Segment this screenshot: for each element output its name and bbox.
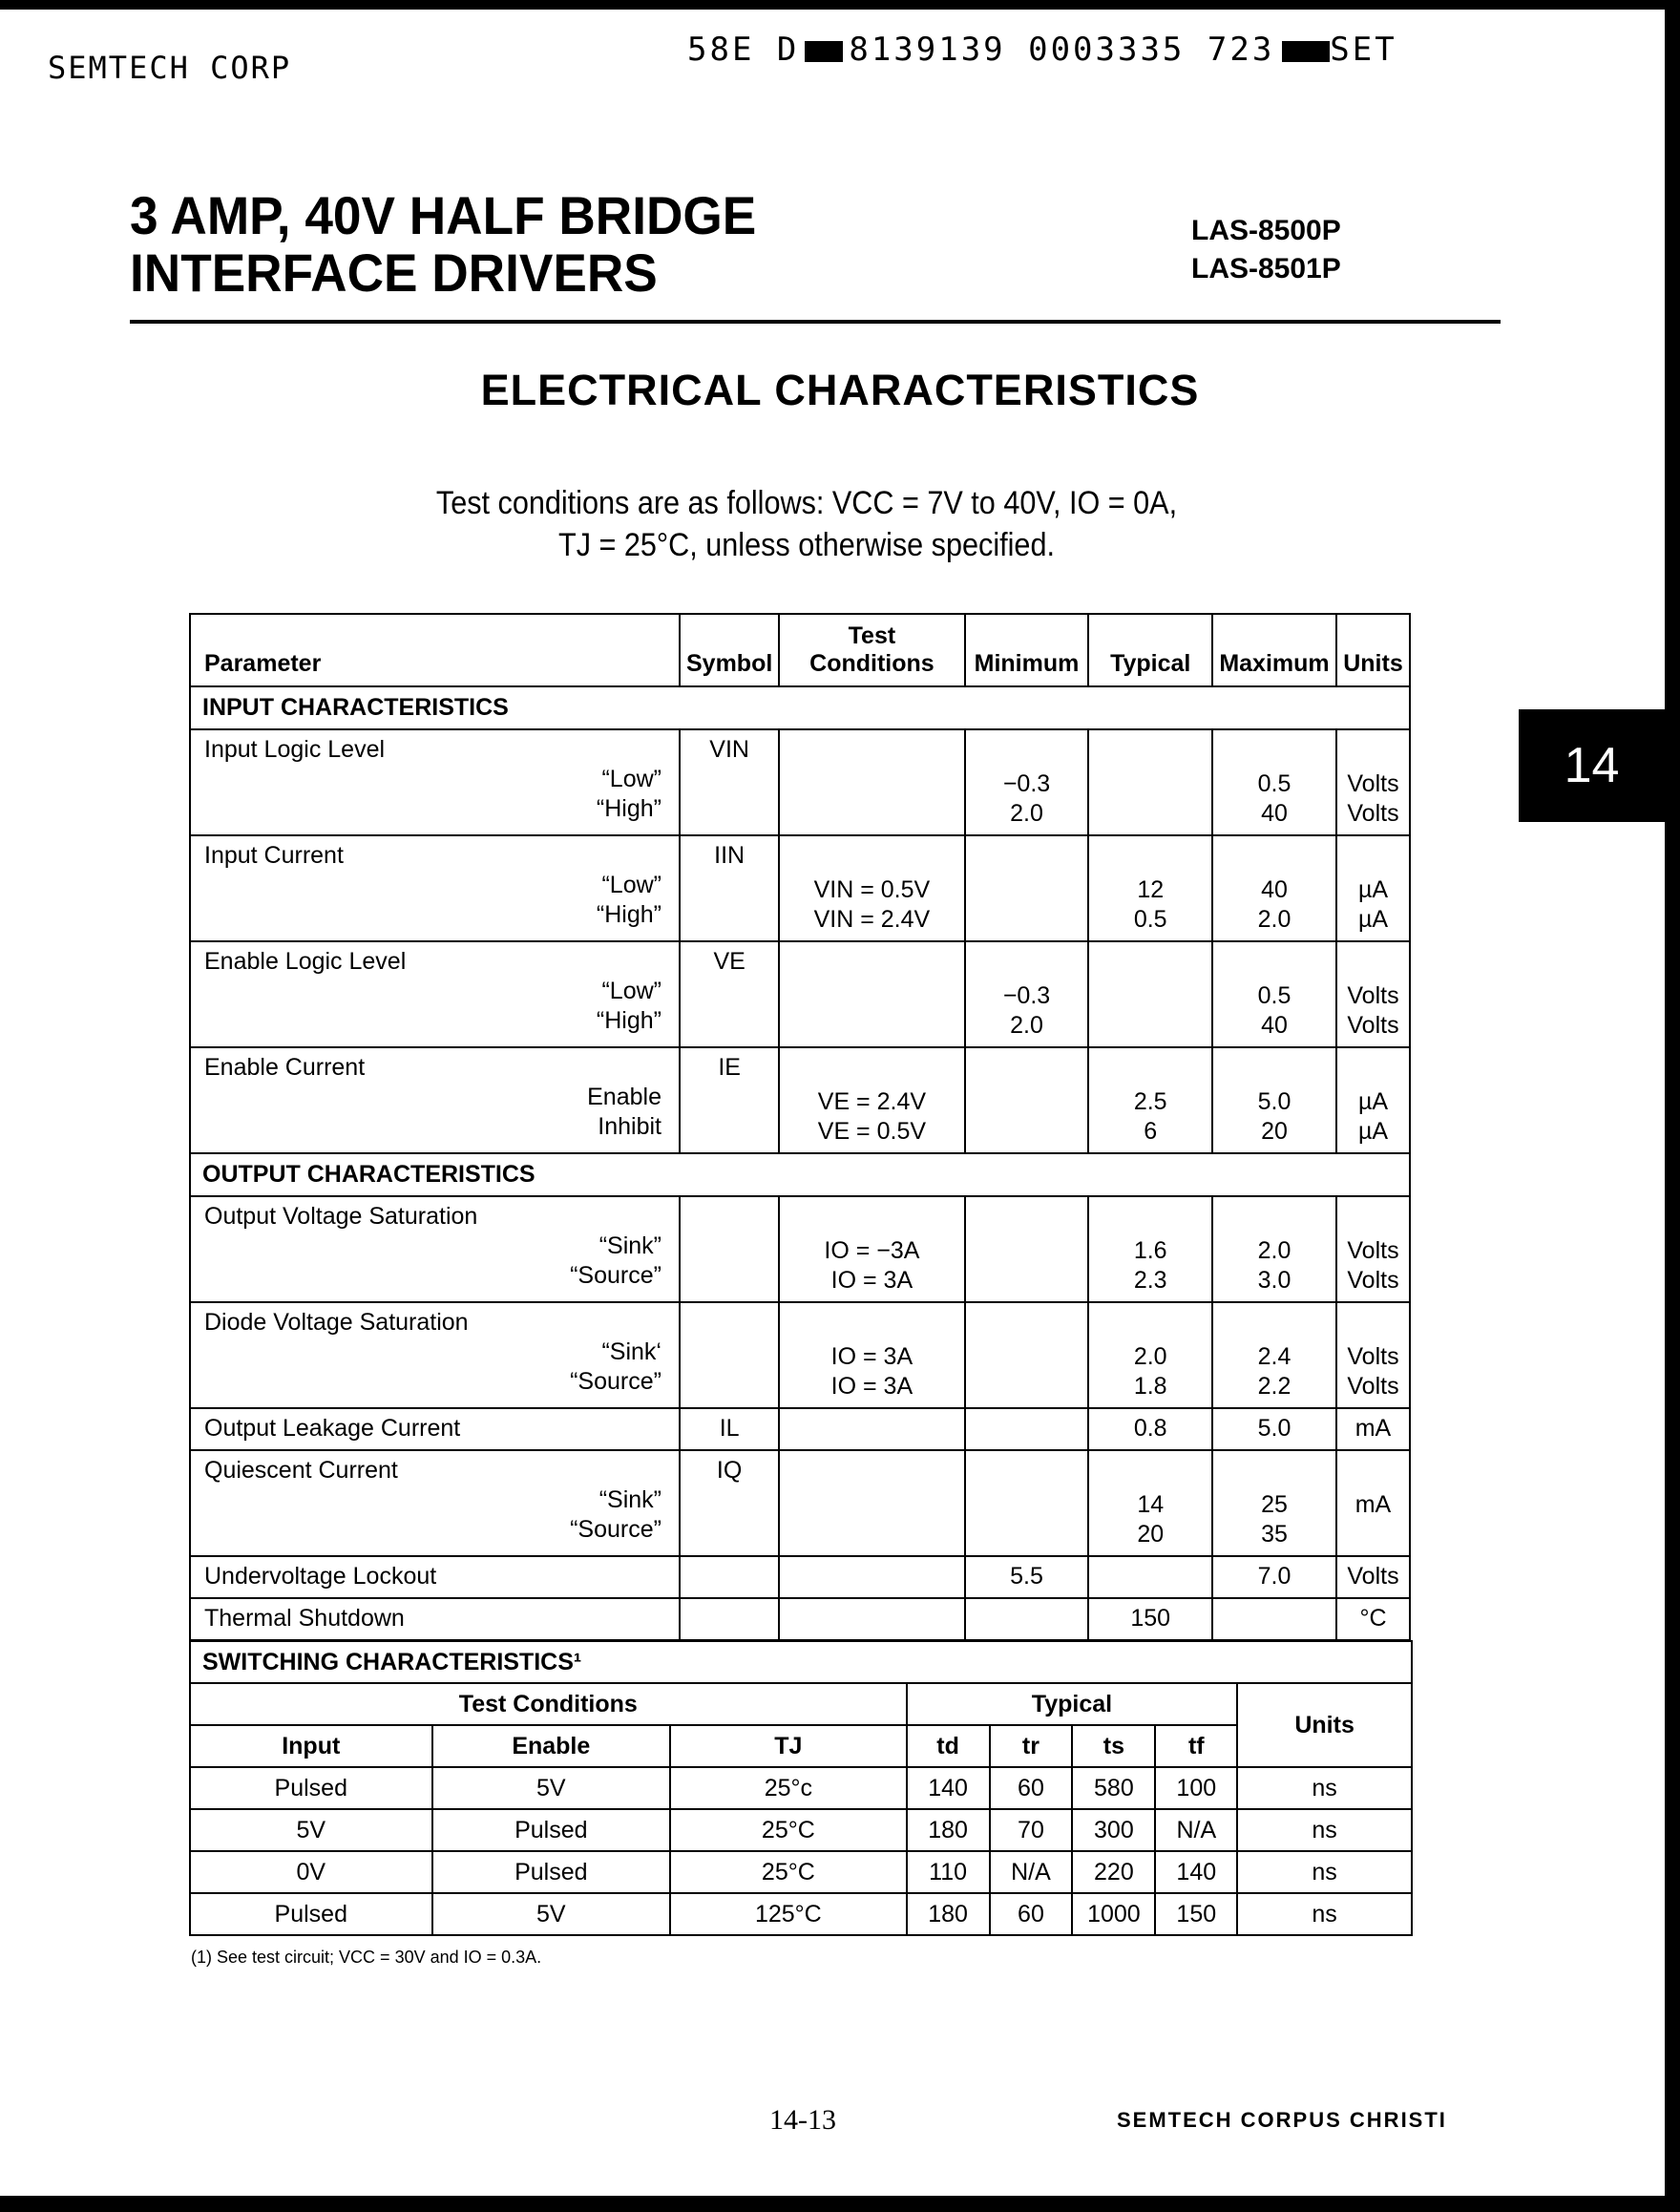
switching-body [190, 1767, 1412, 1935]
parameter-sub-label: Enable Inhibit [587, 1084, 662, 1140]
cell-maximum-value: 25 35 [1261, 1491, 1288, 1548]
cell-units-value: °C [1359, 1605, 1387, 1632]
cell-minimum [965, 1598, 1089, 1640]
cell-maximum [1212, 1047, 1336, 1153]
cell-units-value: mA [1354, 1415, 1392, 1442]
cell-test-conditions-value: IO = 3A IO = 3A [830, 1343, 914, 1400]
cell-typical-value [1095, 947, 1206, 981]
cell-maximum [1212, 1450, 1336, 1556]
cell-units-value: µA µA [1357, 1088, 1389, 1145]
cell-test-conditions [779, 1598, 964, 1640]
cell-typical-value: 0.8 [1133, 1415, 1167, 1442]
cell-maximum-value: 40 2.0 [1257, 876, 1292, 933]
cell-tr: 60 [990, 1893, 1073, 1935]
section-tab: 14 [1519, 709, 1665, 822]
scan-border-top [0, 0, 1680, 10]
cell-minimum [965, 729, 1089, 835]
header-minimum: Minimum [965, 614, 1089, 686]
cell-symbol [680, 941, 779, 1047]
switching-row [190, 1767, 1412, 1809]
part-number-1: LAS-8500P [1191, 215, 1341, 246]
cell-enable: Pulsed [432, 1851, 671, 1893]
cell-enable: 5V [432, 1893, 671, 1935]
symbol-value: VIN [709, 736, 749, 763]
cell-maximum [1212, 1408, 1336, 1450]
cell-test-conditions [779, 1556, 964, 1598]
table-row [190, 835, 1410, 941]
table-row [190, 1450, 1410, 1556]
cell-maximum [1212, 1196, 1336, 1302]
header-code-b: 8139139 0003335 723 [849, 31, 1275, 69]
header-code-a: 58E D [687, 31, 800, 69]
test-conditions [81, 482, 1533, 566]
cell-typical [1088, 1302, 1212, 1408]
cell-tf: N/A [1155, 1809, 1237, 1851]
cell-td: 140 [907, 1767, 990, 1809]
cell-units-value: Volts [1347, 1563, 1399, 1590]
cell-units [1336, 1196, 1410, 1302]
cell-typical [1088, 1598, 1212, 1640]
footer-company: SEMTECH CORPUS CHRISTI [1117, 2108, 1447, 2132]
parameter-sub-label: “Sink” “Source” [570, 1486, 662, 1543]
section-input: INPUT CHARACTERISTICS [190, 686, 1410, 729]
cell-input: Pulsed [190, 1893, 432, 1935]
switching-row [190, 1893, 1412, 1935]
cell-minimum-value [972, 1308, 1082, 1342]
cell-units-value: mA [1354, 1491, 1392, 1518]
cell-symbol [680, 1598, 779, 1640]
cell-test-conditions [779, 835, 964, 941]
cell-tr: N/A [990, 1851, 1073, 1893]
cell-typical [1088, 835, 1212, 941]
cell-minimum [965, 1556, 1089, 1598]
cell-maximum [1212, 941, 1336, 1047]
switching-section-row [190, 1641, 1412, 1683]
table-body [190, 686, 1410, 1640]
cell-test-conditions [779, 1196, 964, 1302]
cell-units-value: Volts Volts [1347, 1343, 1399, 1400]
cell-test-conditions-value [786, 1456, 957, 1490]
cell-test-conditions [779, 1047, 964, 1153]
cell-tf: 150 [1155, 1893, 1237, 1935]
cell-typical-value: 2.5 6 [1133, 1088, 1167, 1145]
conditions-line-1: Test conditions are as follows: VCC = 7V to 40V, IO = 0A, [435, 485, 1178, 521]
col-tf: tf [1155, 1725, 1237, 1767]
cell-td: 180 [907, 1809, 990, 1851]
cell-symbol [680, 1047, 779, 1153]
cell-units: ns [1237, 1893, 1412, 1935]
electrical-characteristics-table [189, 613, 1411, 1641]
cell-minimum-value [972, 1456, 1082, 1490]
cell-typical [1088, 1450, 1212, 1556]
cell-test-conditions [779, 1408, 964, 1450]
cell-test-conditions-value [786, 947, 957, 981]
parameter-sub-label: “Low” “High” [596, 978, 662, 1034]
cell-units-value: Volts Volts [1347, 770, 1399, 827]
cell-maximum-value: 2.4 2.2 [1257, 1343, 1292, 1400]
section-switching: SWITCHING CHARACTERISTICS¹ [190, 1641, 1412, 1683]
parameter-sub-label: “Sink” “Source” [570, 1232, 662, 1289]
parameter-label: Quiescent Current [204, 1457, 398, 1484]
cell-units [1336, 1047, 1410, 1153]
cell-typical [1088, 1196, 1212, 1302]
cell-parameter [190, 1047, 680, 1153]
cell-maximum-value: 0.5 40 [1257, 982, 1292, 1039]
cell-units: ns [1237, 1767, 1412, 1809]
parameter-label: Diode Voltage Saturation [204, 1309, 469, 1336]
symbol-value: IE [718, 1054, 741, 1081]
cell-maximum-value: 5.0 [1257, 1415, 1292, 1442]
cell-ts: 220 [1072, 1851, 1155, 1893]
parameter-label: Output Leakage Current [204, 1415, 461, 1442]
cell-minimum-value: −0.3 2.0 [1002, 770, 1051, 827]
cell-test-conditions-value: VIN = 0.5V VIN = 2.4V [813, 876, 931, 933]
cell-test-conditions-value [786, 735, 957, 769]
part-numbers [1191, 212, 1341, 288]
cell-maximum-value: 0.5 40 [1257, 770, 1292, 827]
header-parameter: Parameter [190, 614, 680, 686]
group-typical: Typical [907, 1683, 1238, 1725]
cell-units [1336, 1302, 1410, 1408]
cell-minimum [965, 1450, 1089, 1556]
col-tj: TJ [670, 1725, 907, 1767]
cell-symbol [680, 1408, 779, 1450]
cell-maximum-value: 7.0 [1257, 1563, 1292, 1590]
cell-parameter [190, 941, 680, 1047]
cell-maximum [1212, 1302, 1336, 1408]
title-rule [130, 320, 1501, 324]
cell-td: 180 [907, 1893, 990, 1935]
switching-header-row [190, 1725, 1412, 1767]
cell-units [1336, 941, 1410, 1047]
cell-parameter [190, 835, 680, 941]
cell-ts: 580 [1072, 1767, 1155, 1809]
symbol-value: VE [713, 948, 746, 975]
table-row [190, 729, 1410, 835]
cell-parameter [190, 1556, 680, 1598]
cell-minimum-value: −0.3 2.0 [1002, 982, 1051, 1039]
cell-typical-value: 1.6 2.3 [1133, 1237, 1167, 1294]
cell-units-value: µA µA [1357, 876, 1389, 933]
cell-input: Pulsed [190, 1767, 432, 1809]
cell-tf: 140 [1155, 1851, 1237, 1893]
switching-table [189, 1640, 1413, 1936]
cell-test-conditions-value: VE = 2.4V VE = 0.5V [817, 1088, 927, 1145]
switching-row [190, 1809, 1412, 1851]
parameter-sub-label: “Sink‘ “Source” [570, 1338, 662, 1395]
cell-tr: 70 [990, 1809, 1073, 1851]
parameter-label: Thermal Shutdown [204, 1605, 405, 1632]
redaction-block [805, 41, 843, 62]
header-symbol: Symbol [680, 614, 779, 686]
cell-enable: 5V [432, 1767, 671, 1809]
scan-border-right [1665, 0, 1680, 2212]
cell-minimum [965, 1302, 1089, 1408]
cell-units [1336, 835, 1410, 941]
cell-symbol [680, 729, 779, 835]
cell-typical [1088, 1556, 1212, 1598]
section-output: OUTPUT CHARACTERISTICS [190, 1153, 1410, 1196]
cell-symbol [680, 1556, 779, 1598]
header-maximum: Maximum [1212, 614, 1336, 686]
cell-input: 5V [190, 1809, 432, 1851]
parameter-label: Enable Current [204, 1054, 366, 1081]
parameter-label: Enable Logic Level [204, 948, 407, 975]
cell-typical-value: 12 0.5 [1133, 876, 1167, 933]
parameter-label: Undervoltage Lockout [204, 1563, 437, 1590]
switching-row [190, 1851, 1412, 1893]
header-code-c: SET [1330, 31, 1397, 69]
parameter-sub-label: “Low” “High” [596, 766, 662, 822]
table-row [190, 1598, 1410, 1640]
cell-units [1336, 729, 1410, 835]
cell-typical-value [1095, 735, 1206, 769]
cell-maximum [1212, 835, 1336, 941]
cell-minimum [965, 1196, 1089, 1302]
cell-parameter [190, 1598, 680, 1640]
cell-typical [1088, 729, 1212, 835]
header-codes [687, 31, 1397, 69]
cell-minimum [965, 1408, 1089, 1450]
cell-minimum [965, 835, 1089, 941]
cell-units [1336, 1408, 1410, 1450]
cell-parameter [190, 1302, 680, 1408]
table-row [190, 941, 1410, 1047]
table-row [190, 1302, 1410, 1408]
cell-test-conditions [779, 1450, 964, 1556]
table-row [190, 1408, 1410, 1450]
header-units: Units [1336, 614, 1410, 686]
cell-td: 110 [907, 1851, 990, 1893]
col-ts: ts [1072, 1725, 1155, 1767]
cell-tj: 125°C [670, 1893, 907, 1935]
parameter-label: Input Current [204, 842, 344, 869]
header-test-conditions: Test Conditions [779, 614, 964, 686]
title-line-1: 3 AMP, 40V HALF BRIDGE [130, 185, 757, 245]
cell-minimum-value: 5.5 [1010, 1563, 1043, 1590]
page-title [130, 187, 756, 302]
conditions-line-2: TJ = 25°C, unless otherwise specified. [558, 527, 1055, 563]
parameter-label: Input Logic Level [204, 736, 386, 763]
header-company: SEMTECH CORP [48, 50, 292, 86]
cell-parameter [190, 1450, 680, 1556]
section-input-row [190, 686, 1410, 729]
cell-units-value: Volts Volts [1347, 982, 1399, 1039]
col-input: Input [190, 1725, 432, 1767]
cell-typical [1088, 1408, 1212, 1450]
cell-units: ns [1237, 1809, 1412, 1851]
cell-symbol [680, 1302, 779, 1408]
cell-units [1336, 1598, 1410, 1640]
cell-test-conditions [779, 1302, 964, 1408]
symbol-value: IQ [716, 1457, 743, 1484]
header-typical: Typical [1088, 614, 1212, 686]
cell-ts: 1000 [1072, 1893, 1155, 1935]
cell-minimum-value [972, 841, 1082, 875]
title-line-2: INTERFACE DRIVERS [130, 242, 658, 303]
cell-minimum [965, 941, 1089, 1047]
symbol-value: IIN [714, 842, 746, 869]
cell-maximum [1212, 1556, 1336, 1598]
scan-border-bottom [0, 2196, 1680, 2212]
part-number-2: LAS-8501P [1191, 253, 1341, 284]
cell-maximum-value: 2.0 3.0 [1257, 1237, 1292, 1294]
cell-parameter [190, 1196, 680, 1302]
cell-maximum [1212, 1598, 1336, 1640]
cell-minimum-value [972, 1202, 1082, 1236]
cell-units [1336, 1556, 1410, 1598]
cell-symbol [680, 835, 779, 941]
parameter-label: Output Voltage Saturation [204, 1203, 478, 1230]
cell-enable: Pulsed [432, 1809, 671, 1851]
cell-units-value: Volts Volts [1347, 1237, 1399, 1294]
table-row [190, 1047, 1410, 1153]
col-units: Units [1237, 1683, 1412, 1767]
cell-test-conditions [779, 941, 964, 1047]
table-header-row [190, 614, 1410, 686]
cell-typical [1088, 941, 1212, 1047]
cell-parameter [190, 1408, 680, 1450]
cell-symbol [680, 1196, 779, 1302]
redaction-block [1282, 41, 1330, 62]
cell-ts: 300 [1072, 1809, 1155, 1851]
cell-units: ns [1237, 1851, 1412, 1893]
cell-test-conditions-value: IO = −3A IO = 3A [824, 1237, 920, 1294]
cell-minimum [965, 1047, 1089, 1153]
cell-parameter [190, 729, 680, 835]
cell-tf: 100 [1155, 1767, 1237, 1809]
col-td: td [907, 1725, 990, 1767]
col-enable: Enable [432, 1725, 671, 1767]
group-test-conditions: Test Conditions [190, 1683, 907, 1725]
cell-input: 0V [190, 1851, 432, 1893]
cell-tr: 60 [990, 1767, 1073, 1809]
cell-typical-value: 150 [1130, 1605, 1171, 1632]
parameter-sub-label: “Low” “High” [596, 872, 662, 928]
cell-symbol [680, 1450, 779, 1556]
cell-tj: 25°C [670, 1809, 907, 1851]
footnote: (1) See test circuit; VCC = 30V and IO = 0.3A. [191, 1948, 542, 1967]
cell-typical [1088, 1047, 1212, 1153]
cell-typical-value: 2.0 1.8 [1133, 1343, 1167, 1400]
cell-units [1336, 1450, 1410, 1556]
switching-group-row [190, 1683, 1412, 1725]
cell-maximum [1212, 729, 1336, 835]
table-row [190, 1556, 1410, 1598]
cell-test-conditions [779, 729, 964, 835]
table-row [190, 1196, 1410, 1302]
symbol-value: IL [719, 1415, 740, 1442]
section-title: ELECTRICAL CHARACTERISTICS [480, 366, 1200, 414]
page-number: 14-13 [769, 2104, 836, 2136]
cell-tj: 25°C [670, 1851, 907, 1893]
section-output-row [190, 1153, 1410, 1196]
cell-tj: 25°c [670, 1767, 907, 1809]
col-tr: tr [990, 1725, 1073, 1767]
cell-typical-value: 14 20 [1137, 1491, 1165, 1548]
cell-minimum-value [972, 1053, 1082, 1087]
cell-maximum-value: 5.0 20 [1257, 1088, 1292, 1145]
